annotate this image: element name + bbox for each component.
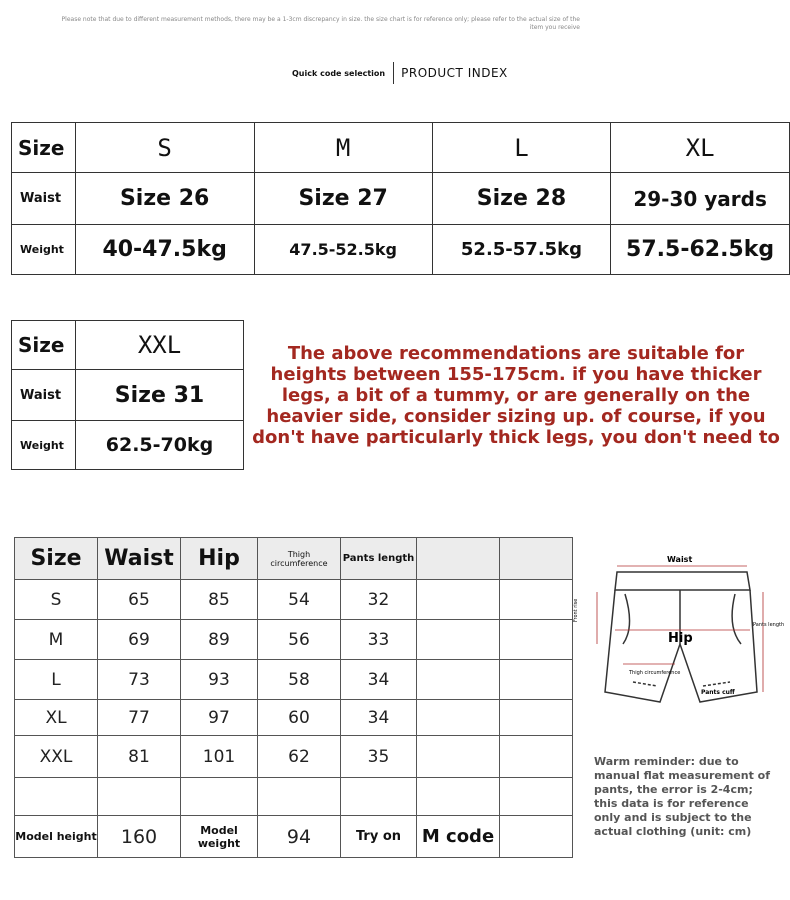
empty-cell bbox=[417, 580, 500, 620]
size-label: Size bbox=[12, 123, 76, 173]
waist-label: Waist bbox=[12, 173, 76, 225]
weight-label: Weight bbox=[12, 421, 76, 470]
table-row bbox=[12, 321, 789, 370]
weight-cell: 40-47.5kg bbox=[75, 225, 254, 275]
diagram-thigh-label: Thigh circumference bbox=[629, 670, 681, 676]
size-discrepancy-notice: Please note that due to different measurement methods, there may be a 1-3cm discrepancy in size. the size chart is for reference only; please refer to the actual size of the item you receive bbox=[61, 16, 580, 31]
page-header bbox=[292, 62, 508, 84]
waist-cell: 81 bbox=[98, 736, 181, 778]
m-code-value: M code bbox=[417, 816, 500, 858]
model-height-value: 160 bbox=[98, 816, 181, 858]
empty-cell bbox=[500, 700, 573, 736]
empty-cell bbox=[417, 736, 500, 778]
size-recommendation-table bbox=[11, 122, 790, 275]
waist-cell: 73 bbox=[98, 660, 181, 700]
shorts-measurement-diagram bbox=[573, 552, 785, 717]
size-cell: XL bbox=[611, 123, 790, 173]
header-hip: Hip bbox=[181, 538, 258, 580]
waist-cell: 69 bbox=[98, 620, 181, 660]
measurement-table bbox=[14, 537, 573, 858]
thigh-cell: 60 bbox=[258, 700, 341, 736]
hip-cell: 89 bbox=[181, 620, 258, 660]
empty-cell bbox=[417, 700, 500, 736]
table-footer-row bbox=[15, 816, 573, 858]
waist-cell: Size 27 bbox=[254, 173, 432, 225]
quick-code-label: Quick code selection bbox=[292, 68, 386, 78]
empty-cell bbox=[15, 778, 98, 816]
size-cell: M bbox=[15, 620, 98, 660]
empty-cell bbox=[417, 660, 500, 700]
size-cell: S bbox=[75, 123, 254, 173]
header-thigh: Thigh circumference bbox=[258, 538, 341, 580]
weight-cell: 62.5-70kg bbox=[76, 421, 244, 470]
table-row bbox=[12, 123, 790, 173]
diagram-hip-label: Hip bbox=[668, 631, 693, 646]
waist-cell: 65 bbox=[98, 580, 181, 620]
size-cell: L bbox=[15, 660, 98, 700]
thigh-cell: 56 bbox=[258, 620, 341, 660]
empty-cell bbox=[500, 816, 573, 858]
table-row bbox=[12, 225, 790, 275]
size-cell: XXL bbox=[15, 736, 98, 778]
empty-cell bbox=[500, 620, 573, 660]
waist-cell: Size 31 bbox=[76, 370, 244, 421]
waist-cell: Size 28 bbox=[432, 173, 610, 225]
empty-cell bbox=[98, 778, 181, 816]
size-cell: S bbox=[15, 580, 98, 620]
empty-cell bbox=[500, 778, 573, 816]
empty-cell bbox=[181, 778, 258, 816]
warm-reminder-text: Warm reminder: due to manual flat measurement of pants, the error is 2-4cm; this data is for reference only and is subject to the actual clothing (unit: cm) bbox=[594, 755, 771, 838]
empty-cell bbox=[417, 778, 500, 816]
waist-cell: 77 bbox=[98, 700, 181, 736]
size-label: Size bbox=[12, 321, 76, 370]
empty-cell bbox=[417, 620, 500, 660]
xxl-recommendation-table bbox=[11, 320, 788, 470]
size-cell: XL bbox=[15, 700, 98, 736]
length-cell: 34 bbox=[341, 700, 417, 736]
empty-cell bbox=[500, 660, 573, 700]
model-weight-value: 94 bbox=[258, 816, 341, 858]
table-row bbox=[15, 660, 573, 700]
weight-cell: 57.5-62.5kg bbox=[611, 225, 790, 275]
table-row bbox=[15, 580, 573, 620]
length-cell: 32 bbox=[341, 580, 417, 620]
size-cell: M bbox=[254, 123, 432, 173]
table-row bbox=[12, 173, 790, 225]
thigh-cell: 58 bbox=[258, 660, 341, 700]
height-recommendation-text: The above recommendations are suitable for heights between 155-175cm. if you have thicker legs, a bit of a tummy, or are generally on the heavier side, consider sizing up. of course, if you don't have particularly thick legs, you don't need to bbox=[252, 342, 780, 448]
header-empty bbox=[417, 538, 500, 580]
diagram-cuff-label: Pants cuff bbox=[701, 689, 735, 696]
empty-cell bbox=[258, 778, 341, 816]
table-row bbox=[15, 700, 573, 736]
header-size: Size bbox=[15, 538, 98, 580]
thigh-cell: 62 bbox=[258, 736, 341, 778]
weight-cell: 52.5-57.5kg bbox=[432, 225, 610, 275]
header-pants-length: Pants length bbox=[341, 538, 417, 580]
empty-cell bbox=[341, 778, 417, 816]
diagram-length-label: Pants length bbox=[753, 622, 785, 628]
table-row bbox=[15, 778, 573, 816]
table-header-row bbox=[15, 538, 573, 580]
waist-cell: 29-30 yards bbox=[611, 173, 790, 225]
thigh-cell: 54 bbox=[258, 580, 341, 620]
empty-cell bbox=[500, 580, 573, 620]
product-index-title: PRODUCT INDEX bbox=[401, 66, 508, 80]
length-cell: 34 bbox=[341, 660, 417, 700]
empty-cell bbox=[500, 736, 573, 778]
model-height-label: Model height bbox=[15, 816, 98, 858]
weight-cell: 47.5-52.5kg bbox=[254, 225, 432, 275]
table-row bbox=[15, 736, 573, 778]
diagram-waist-label: Waist bbox=[667, 555, 693, 564]
model-weight-label: Model weight bbox=[181, 816, 258, 858]
hip-cell: 93 bbox=[181, 660, 258, 700]
hip-cell: 101 bbox=[181, 736, 258, 778]
hip-cell: 85 bbox=[181, 580, 258, 620]
length-cell: 33 bbox=[341, 620, 417, 660]
header-empty bbox=[500, 538, 573, 580]
waist-label: Waist bbox=[12, 370, 76, 421]
hip-cell: 97 bbox=[181, 700, 258, 736]
weight-label: Weight bbox=[12, 225, 76, 275]
size-cell: L bbox=[432, 123, 610, 173]
header-waist: Waist bbox=[98, 538, 181, 580]
diagram-front-rise-label: Front rise bbox=[573, 598, 579, 622]
length-cell: 35 bbox=[341, 736, 417, 778]
size-cell: XXL bbox=[76, 321, 244, 370]
table-row bbox=[15, 620, 573, 660]
try-on-label: Try on bbox=[341, 816, 417, 858]
waist-cell: Size 26 bbox=[75, 173, 254, 225]
